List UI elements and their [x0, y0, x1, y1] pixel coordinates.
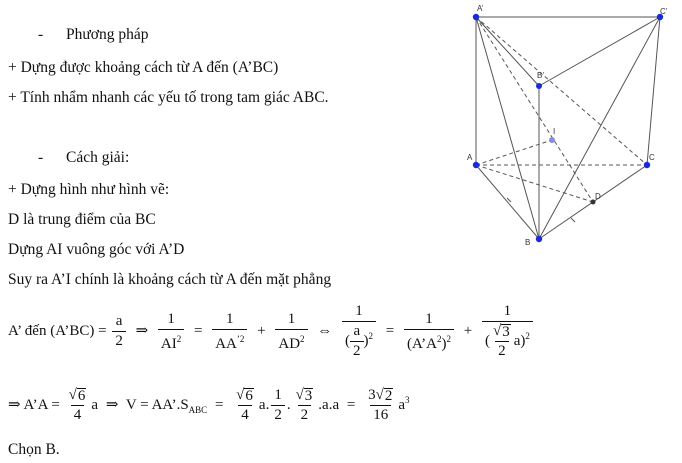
- method-step-2: + Tính nhẩm nhanh các yếu tố trong tam giác ABC.: [8, 89, 329, 106]
- implies-3: ⇒: [105, 396, 119, 413]
- frac-1-over-aa-sq: $\frac{1}{(A’A^2)^2}$: [404, 311, 454, 353]
- var-a: a: [91, 396, 99, 413]
- iff-symbol: ⇔: [317, 322, 333, 339]
- label-a-prime: A’: [477, 4, 484, 13]
- formula-line-2: ⇒ A’A = √ 6 4 a ⇒ $V = AA’.S_{ABC}$ = √ 6 4 a. $\frac{1}{2}$ . √ 3 2 .a.a = 3 √ 2 16 $a^3$: [8, 387, 410, 423]
- solution-dash: -: [38, 149, 44, 166]
- vertex-b: [536, 236, 542, 242]
- frac-root6-over-4: √ 6 4: [68, 387, 86, 423]
- tick-mark-bd: [571, 218, 575, 222]
- edge-c1-b1: [539, 17, 660, 86]
- equals-2: =: [385, 322, 395, 339]
- frac-a-over-2: $\frac{a}{2}$: [112, 313, 126, 350]
- var-a-2: a: [258, 396, 266, 413]
- implies-2: ⇒: [8, 396, 21, 413]
- method-step-1: + Dựng được khoảng cách từ A đến (A’BC): [8, 59, 279, 76]
- vertex-i: [549, 137, 555, 143]
- frac-1-over-ad2: $\frac{1}{AD^2}$: [275, 311, 307, 353]
- a-times-a: .a.a: [318, 396, 340, 413]
- edge-a1-b: [476, 17, 539, 239]
- label-i: I: [553, 127, 556, 136]
- method-dash: -: [38, 26, 44, 43]
- solution-heading: Cách giải:: [66, 149, 130, 166]
- figure-vertices: [473, 14, 663, 242]
- implies-1: ⇒: [135, 322, 149, 339]
- prism-figure: [455, 0, 680, 250]
- solution-line-1: + Dựng hình như hình vẽ:: [8, 181, 170, 198]
- method-heading: Phương pháp: [66, 26, 149, 43]
- label-b-prime: B’: [537, 71, 545, 80]
- edge-a-d-hidden: [476, 165, 593, 202]
- frac-root6-over-4-b: √ 6 4: [236, 387, 253, 423]
- solution-line-2: D là trung điểm của BC: [8, 211, 156, 228]
- plus-2: +: [463, 322, 473, 339]
- formula-line-1: [8, 303, 535, 360]
- solution-line-3: Dựng AI vuông góc với A’D: [8, 241, 185, 258]
- equals-3: =: [214, 396, 224, 413]
- plus-1: +: [257, 322, 266, 339]
- var-a-3: a: [398, 396, 405, 413]
- edge-a-b: [476, 165, 539, 239]
- vertex-b-prime: [536, 83, 542, 89]
- frac-1-over-half-a-sq: 1 ( $\frac{a}{2}$ )$^2$: [342, 303, 376, 360]
- frac-root3-over-2: √ 3 2: [295, 387, 313, 423]
- cube-exponent: 3: [405, 394, 410, 405]
- label-d: D: [595, 192, 601, 201]
- edge-a1-d-hidden: [476, 17, 593, 202]
- frac-1-over-aa2: $\frac{1}{AA^{’2}}$: [212, 311, 247, 353]
- volume-expr: V = AA’.S: [125, 396, 189, 413]
- sub-abc: ABC: [188, 404, 208, 415]
- label-b: B: [525, 238, 531, 247]
- label-c-prime: C’: [660, 7, 668, 16]
- frac-1-over-root3-a-sq: 1 ( √ 3 2 a)$^2$: [482, 303, 533, 360]
- frac-half: $\frac{1}{2}$: [271, 387, 285, 424]
- aa-prime-lhs: A’A =: [23, 396, 60, 413]
- vertex-a-prime: [473, 14, 479, 20]
- answer: Chọn B.: [8, 441, 60, 458]
- edge-c1-c: [647, 17, 660, 165]
- label-a: A: [467, 153, 473, 162]
- edge-b-c1: [539, 17, 660, 239]
- equals-1: =: [194, 322, 203, 339]
- frac-1-over-ai2: $\frac{1}{AI^2}$: [158, 311, 184, 353]
- vertex-a: [473, 162, 479, 168]
- formula1-prefix: A’ đến (A’BC) =: [8, 322, 107, 339]
- frac-3root2-over-16: 3 √ 2 16: [368, 387, 393, 423]
- solution-line-4: Suy ra A’I chính là khoảng cách từ A đến mặt phẳng: [8, 271, 332, 288]
- figure-edges: [476, 17, 660, 239]
- label-c: C: [649, 153, 655, 162]
- equals-4: =: [346, 396, 356, 413]
- vertex-c: [644, 162, 650, 168]
